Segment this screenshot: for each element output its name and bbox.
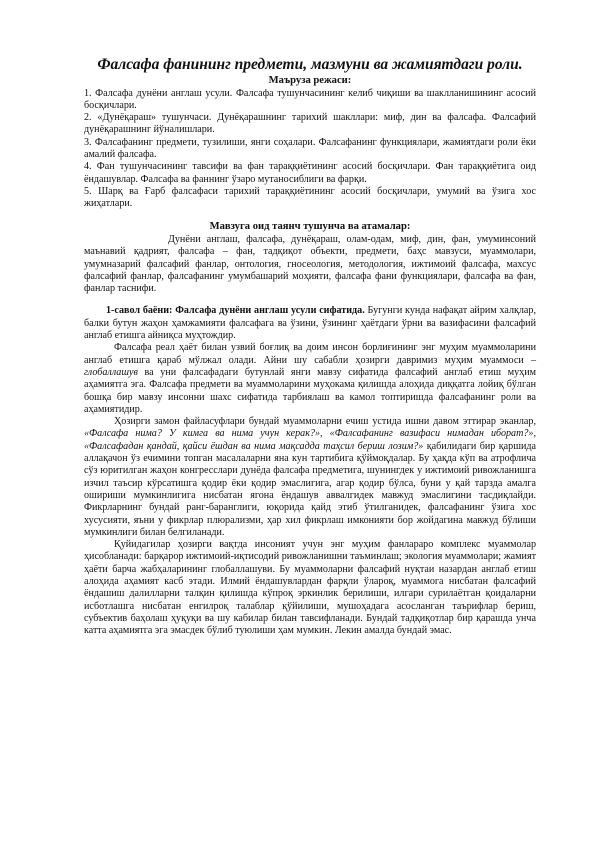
section-1-text: Бугунги кунда нафақат айрим халқлар, балки бутун жаҳон ҳамжамияти фалсафага ва ўзини, ўзининг ҳаётдаги ўрни ва вазифасини фалсафий англаб етишга айниқса муҳтождир. [84,305,536,342]
document-title: Фалсафа фанининг предмети, мазмуни ва жамиятдаги роли. [97,56,523,73]
paragraph-text: ва уни фалсафадаги бутунлай янги мавзу сифатида фалсафий англаб етиш муҳим аҳамиятга эга. Фалсафа предмети ва муаммоларини муҳокама қилишда алоҳида диққатга лойиқ бўлган бошқа бир мавзу инсонни шахс сифатида тарбиялаш ва камол топтиришда фалсафанинг роли ва аҳамиятидир. [84,366,536,415]
paragraph-text: қабилидаги бир қаршида аллақачон ўз ечимини топган масалаларни яна кун тартибига қўймоқдалар. Бу ҳақда кўп ва атрофлича сўз юритилган жаҳон конгресслари дунёда фалсафа предметига, шунингдек у ижтимоий ривожланишга изчил таъсир кўрсатишга қодир ёки қодир эмаслигига, агар қодир бўлса, буни у қай тарзда амалга ошириши мумкинлигига нисбатан ягона ёндашув аввалгидек мавжуд эмаслигини тасдиқлайди. Фикрларнинг бундай ранг-баранглиги, юқорида қайд этиб ўтилганидек, фалсафанинг ўзига хос хусусияти, яъни у фикрлар плюрализми, ҳар хил фикрлаш имконияти бор жойдагина мавжуд бўлиши мумкинлиги билан белгиланади. [84,440,536,538]
body-paragraph-3 [84,416,536,539]
section-1-paragraph [84,305,536,342]
concepts-paragraph: Дунёни англаш, фалсафа, дунёқараш, олам-одам, миф, дин, фан, умуминсоний маънавий қадрият, фалсафа – фан, тадқиқот объекти, предмети, баҳс мавзуси, муаммолари, умумназарий фалсафий фанлар, онтология, гносеология, методология, ижтимоий фалсафа, махсус фалсафий фанлар, фалсафанинг умумбашарий моҳияти, фалсафа фани функциялари, фалсафа ва фан, фанлар таснифи. [84,233,536,295]
plan-item: 4. Фан тушунчасининг тавсифи ва фан тараққиётининг асосий босқичлари. Фан тараққиётига оид ёндашувлар. Фалсафа ва фаннинг ўзаро мутаносиблиги ва фарқи. [84,161,536,185]
paragraph-emphasis: глобаллашув [84,366,138,378]
plan-item: 5. Шарқ ва Ғарб фалсафаси тарихий тараққиётининг асосий босқичлари, умумий ва ўзига хос жиҳатлари. [84,185,536,210]
document-page [84,56,536,637]
plan-heading: Маъруза режаси: [268,75,352,86]
section-1-lead: 1-савол баёни: Фалсафа дунёни англаш усули сифатида. [106,305,365,317]
plan-item: 1. Фалсафа дунёни англаш усули. Фалсафа тушунчасининг келиб чиқиши ва шаклланишининг асосий босқичлари. [84,87,536,111]
plan-item: 2. «Дунёқараш» тушунчаси. Дунёқарашнинг тарихий шакллари: миф, дин ва фалсафа. Фалсафий дунёқарашнинг йўналишлари. [84,112,536,136]
concepts-heading: Мавзуга оид таянч тушунча ва атамалар: [209,221,411,233]
paragraph-text: Фалсафа реал ҳаёт билан узвий боғлиқ ва доим инсон борлиғининг энг муҳим муаммоларини англаб етишга қараб мўлжал олади. Айни шу сабабли ҳозирги давримиз муҳим муаммоси – [84,342,536,366]
plan-item: 3. Фалсафанинг предмети, тузилиши, янги соҳалари. Фалсафанинг функциялари, жамиятдаги роли ёки амалий фалсафа. [84,136,536,160]
body-paragraph-4: Қуйидагилар ҳозирги вақтда инсоният учун энг муҳим фанлараро комплекс муаммолар ҳисобланади: барқарор ижтимоий-иқтисодий ривожланишни таъминлаш; экология муаммолари; жамият ҳаёти барча жабҳаларининг глобаллашуви. Бу муаммоларни фалсафий нуқтаи назардан англаб етиш алоҳида аҳамият касб этади. Илмий ёндашувлардан фарқли ўлароқ, муаммога нисбатан фалсафий ёндашиш далилларни талқин қилишда кўпроқ эркинлик берилиши, илгари сурилаётган қоидаларни исботлашга нисбатан енгилроқ талаблар қўйилиши, мушоҳадага асосланган таърифлар бериш, субъектив баҳолаш ҳуқуқи ва шу кабилар билан тавсифланади. Бундай тадқиқотлар бир қарашда унча катта аҳамиятга эга эмасдек бўлиб туюлиши ҳам мумкин. Лекин амалда бундай эмас. [84,539,536,637]
paragraph-emphasis: «Фалсафа нима? У кимга ва нима учун керак?», «Фалсафанинг вазифаси нимадан иборат?», «Фалсафадан қандай, қайси ёшдан ва нима мақсадда таҳсил бериш лозим?» [84,428,536,452]
paragraph-text: Ҳозирги замон файласуфлари бундай муаммоларни ечиш устида ишни давом эттирар эканлар, [114,416,536,428]
plan-list [84,88,536,211]
body-paragraph-2 [84,342,536,416]
